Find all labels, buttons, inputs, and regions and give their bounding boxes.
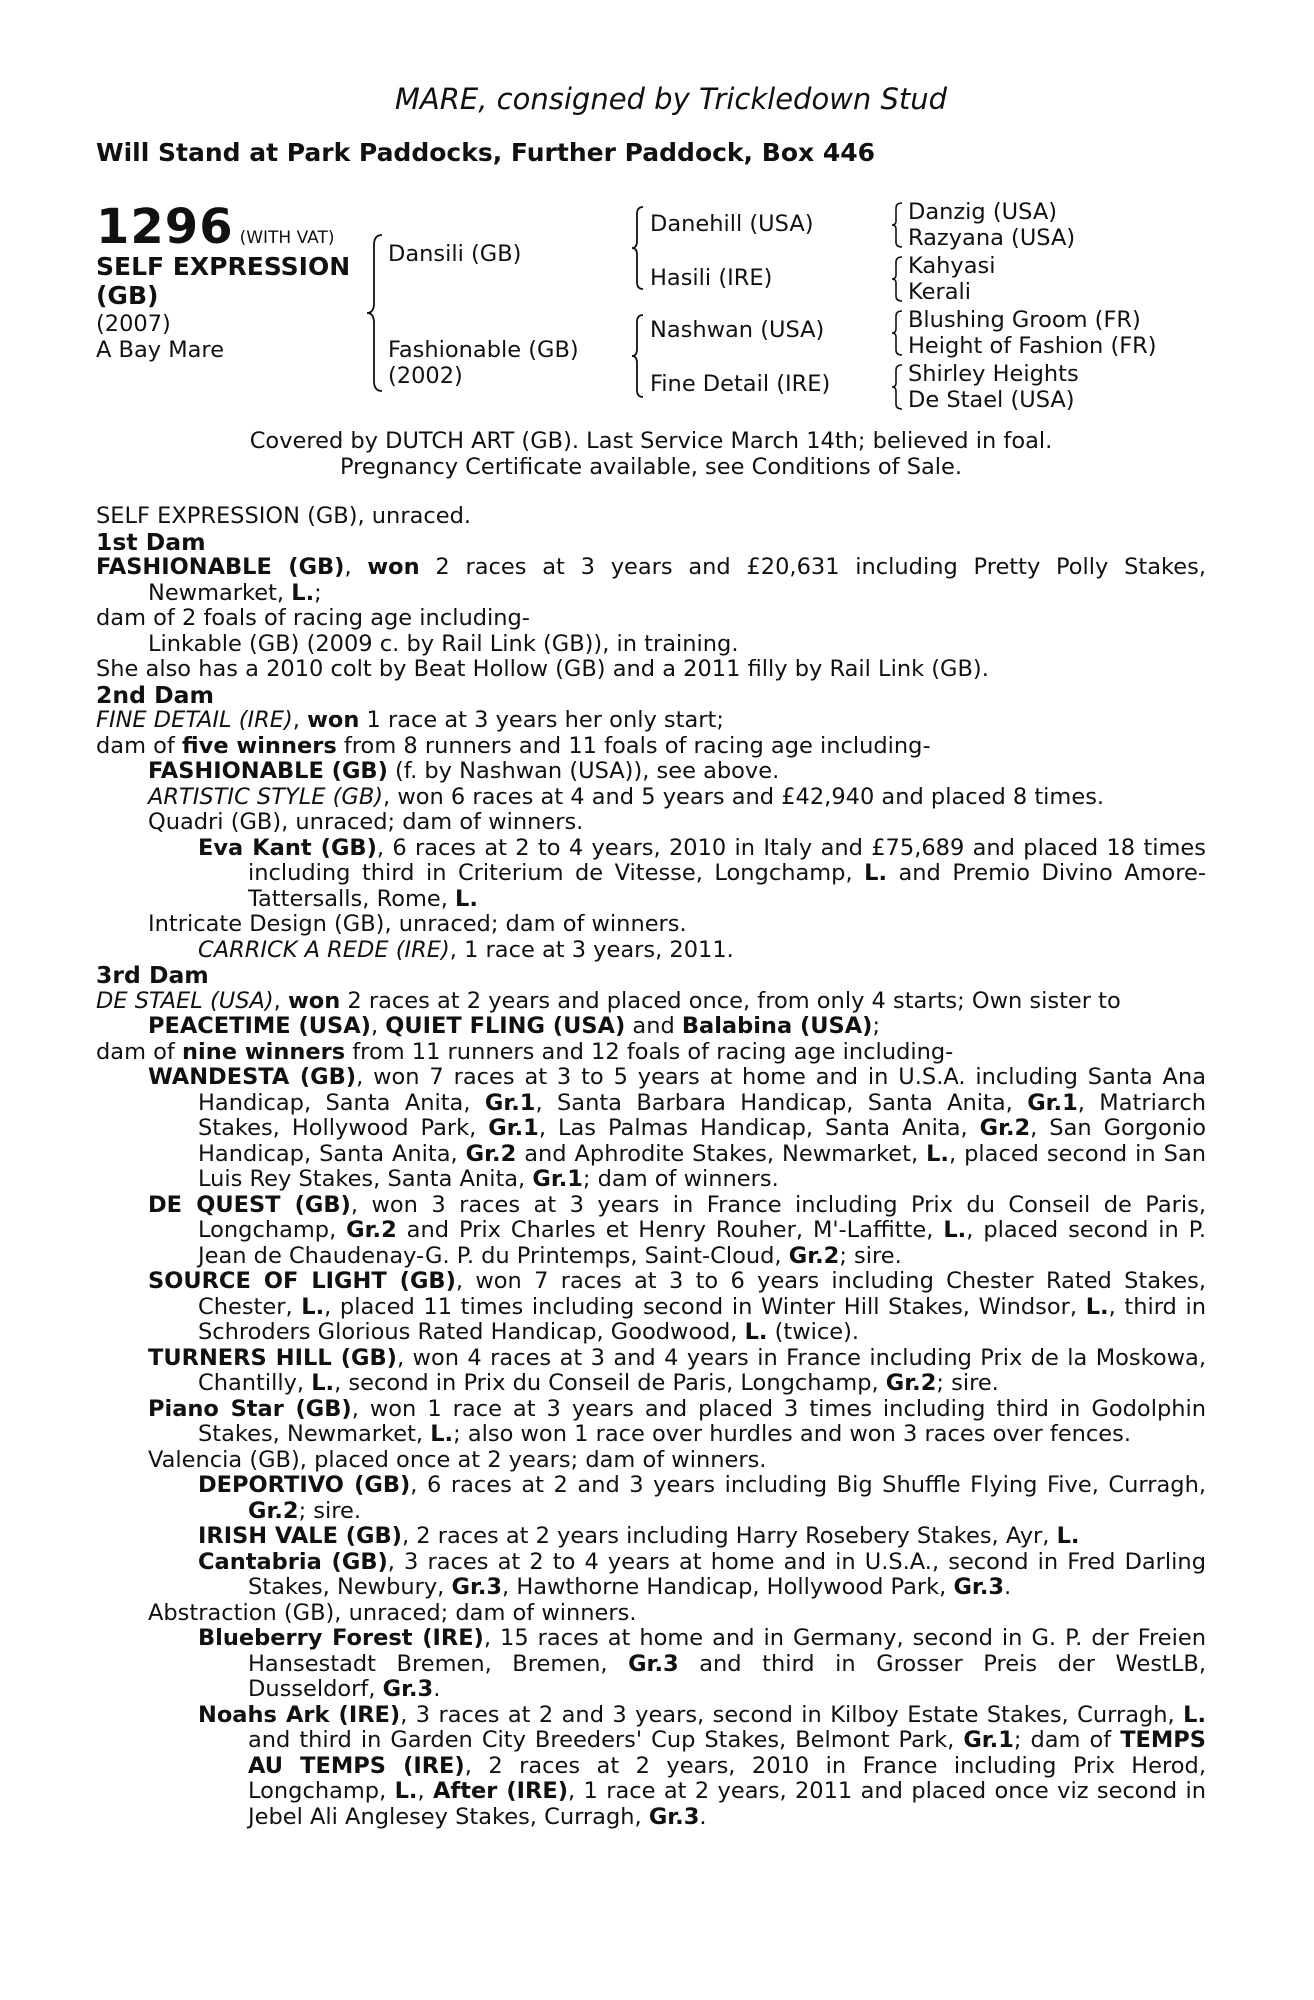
- list-item: Valencia (GB), placed once at 2 years; dam of winners.: [148, 1446, 767, 1473]
- sire-dam-dam: Kerali: [908, 279, 972, 305]
- list-item: Eva Kant (GB), 6 races at 2 to 4 years, 2010 in Italy and £75,689 and placed 18 times including third in Criterium de Vitesse, Longchamp, L. and Premio Divino Amore-Tattersalls, Rome, L.: [198, 834, 1206, 912]
- horse-name: SELF EXPRESSION: [96, 252, 351, 281]
- second-dam-produce: dam of five winners from 8 runners and 11 foals of racing age including-: [96, 732, 931, 759]
- list-item: DEPORTIVO (GB), 6 races at 2 and 3 years including Big Shuffle Flying Five, Curragh, Gr.2; sire.: [198, 1472, 1206, 1524]
- second-dam-record: FINE DETAIL (IRE), won 1 race at 3 years her only start;: [96, 707, 724, 733]
- gen3-brace-4: [890, 363, 904, 411]
- third-dam-heading: 3rd Dam: [96, 961, 209, 989]
- self-record: SELF EXPRESSION (GB), unraced.: [96, 503, 472, 529]
- gen3-brace-3: [890, 309, 904, 357]
- list-item: Noahs Ark (IRE), 3 races at 2 and 3 years, second in Kilboy Estate Stakes, Curragh, L. and third in Garden City Breeders' Cup Stakes, Belmont Park, Gr.1; dam of TEMPS AU TEMPS (IRE), 2 races at 2 years, 2010 in France including Prix Herod, Longchamp, L., After (IRE), 1 race at 2 years, 2011 and placed once viz second in Jebel Ali Anglesey Stakes, Curragh, Gr.3.: [198, 1701, 1207, 1830]
- gen3-brace-1: [890, 201, 904, 249]
- second-dam-heading: 2nd Dam: [96, 680, 214, 709]
- dam-sire-dam: Height of Fashion (FR): [908, 333, 1157, 359]
- sire: Dansili (GB): [388, 241, 522, 267]
- dam-sire: Nashwan (USA): [650, 317, 825, 343]
- list-item: CARRICK A REDE (IRE), 1 race at 3 years, 2011.: [198, 936, 734, 963]
- first-dam-produce: dam of 2 foals of racing age including-: [96, 605, 530, 631]
- pregnancy-note: Pregnancy Certificate available, see Conditions of Sale.: [339, 453, 963, 480]
- first-dam-note: She also has a 2010 colt by Beat Hollow (GB) and a 2011 filly by Rail Link (GB).: [96, 656, 989, 682]
- first-dam-foal: Linkable (GB) (2009 c. by Rail Link (GB)), in training.: [148, 630, 739, 657]
- catalogue-page: [96, 82, 1206, 1830]
- list-item: Piano Star (GB), won 1 race at 3 years and placed 3 times including third in Godolphin Stakes, Newmarket, L.; also won 1 race over hurdles and won 3 races over fences.: [148, 1395, 1207, 1447]
- list-item: DE QUEST (GB), won 3 races at 3 years in France including Prix du Conseil de Paris, Longchamp, Gr.2 and Prix Charles et Henry Rouher, M'-Laffitte, L., placed second in P. Jean de Chaudenay-G. P. du Printemps, Saint-Cloud, Gr.2; sire.: [148, 1191, 1207, 1269]
- covering-note: Covered by DUTCH ART (GB). Last Service March 14th; believed in foal.: [249, 428, 1053, 454]
- dam-dam-dam: De Stael (USA): [908, 387, 1075, 413]
- gen3-brace-2: [890, 255, 904, 303]
- first-dam-heading: 1st Dam: [96, 527, 206, 556]
- list-item: IRISH VALE (GB), 2 races at 2 years including Harry Rosebery Stakes, Ayr, L.: [198, 1523, 1080, 1549]
- foaling-year: (2007): [96, 311, 171, 337]
- list-item: Cantabria (GB), 3 races at 2 to 4 years at home and in U.S.A., second in Fred Darling Stakes, Newbury, Gr.3, Hawthorne Handicap, Hollywood Park, Gr.3.: [198, 1548, 1206, 1600]
- list-item: TURNERS HILL (GB), won 4 races at 3 and 4 years in France including Prix de la Moskowa, Chantilly, L., second in Prix du Conseil de Paris, Longchamp, Gr.2; sire.: [148, 1344, 1206, 1396]
- list-item: SOURCE OF LIGHT (GB), won 7 races at 3 to 6 years including Chester Rated Stakes, Chester, L., placed 11 times including second in Winter Hill Stakes, Windsor, L., third in Schroders Glorious Rated Handicap, Goodwood, L. (twice).: [148, 1268, 1206, 1345]
- sire-sire: Danehill (USA): [650, 211, 814, 237]
- horse-country: (GB): [96, 281, 159, 310]
- third-dam-record: DE STAEL (USA), won 2 races at 2 years and placed once, from only 4 starts; Own sister to PEACETIME (USA), QUIET FLING (USA) and Balabina (USA);: [96, 987, 1121, 1039]
- catalogue-body: [96, 429, 1206, 1830]
- dam-sire-sire: Blushing Groom (FR): [908, 307, 1141, 333]
- lot-number: 1296: [96, 199, 234, 255]
- lot-header: [96, 199, 335, 255]
- list-item: FASHIONABLE (GB) (f. by Nashwan (USA)), see above.: [148, 758, 780, 784]
- sire-dam-brace: [364, 233, 386, 393]
- dam-line-brace: [630, 313, 646, 399]
- list-item: Quadri (GB), unraced; dam of winners.: [148, 809, 584, 835]
- sire-sire-sire: Danzig (USA): [908, 199, 1057, 225]
- third-dam-produce: dam of nine winners from 11 runners and 12 foals of racing age including-: [96, 1038, 954, 1065]
- dam: Fashionable (GB): [388, 337, 579, 363]
- vat-note: (WITH VAT): [239, 228, 335, 248]
- list-item: Intricate Design (GB), unraced; dam of winners.: [148, 911, 687, 937]
- dam-year: (2002): [388, 363, 463, 389]
- horse-description: A Bay Mare: [96, 337, 225, 363]
- list-item: Blueberry Forest (IRE), 15 races at home and in Germany, second in G. P. der Freien Hansestadt Bremen, Bremen, Gr.3 and third in Grosser Preis der WestLB, Dusseldorf, Gr.3.: [198, 1625, 1206, 1702]
- sire-line-brace: [630, 205, 646, 291]
- dam-dam-sire: Shirley Heights: [908, 361, 1079, 387]
- list-item: Abstraction (GB), unraced; dam of winners.: [148, 1599, 637, 1626]
- sire-sire-dam: Razyana (USA): [908, 225, 1076, 251]
- list-item: ARTISTIC STYLE (GB), won 6 races at 4 and 5 years and £42,940 and placed 8 times.: [148, 783, 1105, 810]
- sire-dam-sire: Kahyasi: [908, 253, 996, 279]
- sire-dam: Hasili (IRE): [650, 265, 773, 291]
- first-dam-record: FASHIONABLE (GB), won 2 races at 3 years and £20,631 including Pretty Polly Stakes, Newmarket, L.;: [96, 554, 1206, 606]
- dam-dam: Fine Detail (IRE): [650, 371, 831, 397]
- list-item: WANDESTA (GB), won 7 races at 3 to 5 years at home and in U.S.A. including Santa Ana Handicap, Santa Anita, Gr.1, Santa Barbara Handicap, Santa Anita, Gr.1, Matriarch Stakes, Hollywood Park, Gr.1, Las Palmas Handicap, Santa Anita, Gr.2, San Gorgonio Handicap, Santa Anita, Gr.2 and Aphrodite Stakes, Newmarket, L., placed second in San Luis Rey Stakes, Santa Anita, Gr.1; dam of winners.: [148, 1064, 1206, 1192]
- consignor-title: MARE, consigned by Trickledown Stud: [394, 82, 948, 116]
- pedigree-table: [96, 199, 1206, 429]
- stabling-location: Will Stand at Park Paddocks, Further Paddock, Box 446: [96, 138, 876, 167]
